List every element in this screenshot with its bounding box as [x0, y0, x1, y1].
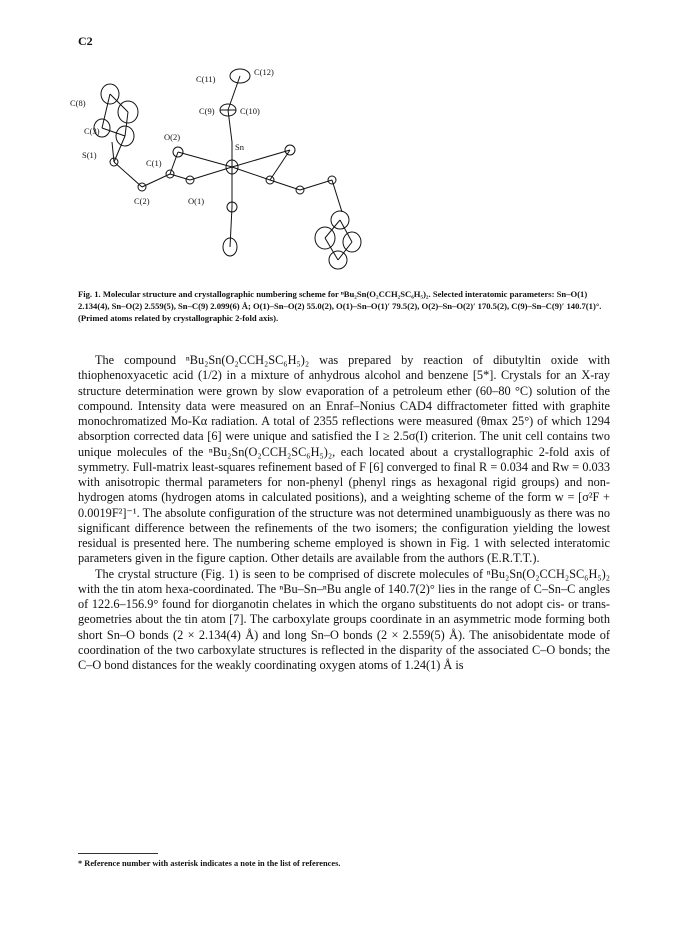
footnote: * Reference number with asterisk indicates a note in the list of references.	[78, 859, 341, 868]
paragraph-synthesis-crystallography: The compound ⁿBu₂Sn(O₂CCH₂SC₆H₅)₂ was prepared by reaction of dibutyltin oxide with thiophenoxyacetic acid (1/2) in a mixture of anhydrous alcohol and benzene [5*]. Crystals for an X-ray structure determination were grown by slow evaporation of a petroleum ether (60–80 °C) solution of the compound. Intensity data were measured on an Enraf–Nonius CAD4 diffractometer fitted with graphite monochromatized Mo-Kα radiation. A total of 2355 reflections were measured (θmax 25°) of which 1294 absorption corrected data [6] were unique and satisfied the I ≥ 2.5σ(I) criterion. The unit cell contains two unique molecules of the ⁿBu₂Sn(O₂CCH₂SC₆H₅)₂, each located about a crystallographic 2-fold axis of symmetry. Full-matrix least-squares refinement based of F [6] converged to final R = 0.034 and Rw = 0.033 with anisotropic thermal parameters for non-phenyl (phenyl rings as hexagonal rigid groups) and non-hydrogen atoms (hydrogen atoms in calculated positions), and a weighting scheme of the form w = [σ²F + 0.0019F²]⁻¹. The absolute configuration of the structure was not determined unambiguously as there was no significant difference between the refinements of the two isomers; the configuration yielding the lowest residual is presented here. The numbering scheme employed is shown in Fig. 1 with selected interatomic parameters given in the figure caption. Other details are available from the authors (E.R.T.T.).	[78, 353, 610, 566]
paragraph-structure-discussion: The crystal structure (Fig. 1) is seen to be comprised of discrete molecules of ⁿBu₂Sn(O₂CCH₂SC₆H₅)₂ with the tin atom hexa-coordinated. The ⁿBu–Sn–ⁿBu angle of 140.7(2)° lies in the range of C–Sn–C angles of 122.6–156.9° found for diorganotin chelates in which the organo substituents do not adopt cis- or trans-geometries about the tin atom [7]. The carboxylate groups coordinate in an asymmetric mode forming both short Sn–O bonds (2 × 2.134(4) Å) and long Sn–O bonds (2 × 2.559(5) Å). The anisobidentate mode of coordination of the two carboxylate structures is reflected in the disparity of the associated C–O bonds; the C–O bond distances for the weakly coordinating oxygen atoms of 1.24(1) Å is	[78, 566, 610, 672]
ortep-diagram	[70, 62, 370, 277]
atom-label-s1: S(1)	[82, 150, 97, 160]
atom-label-o2: O(2)	[164, 132, 181, 142]
atom-label-c10: C(10)	[240, 106, 260, 116]
atom-label-c12: C(12)	[254, 67, 274, 77]
footnote-divider	[78, 853, 158, 854]
atom-label-o1: O(1)	[188, 196, 205, 206]
atom-label-c2: C(2)	[134, 196, 150, 206]
atom-label-sn: Sn	[235, 142, 244, 152]
caption-formula: ⁿBu₂Sn(O₂CCH₂SC₆H₅)₂	[340, 289, 429, 299]
page-number: C2	[78, 34, 93, 48]
figure-caption	[78, 288, 610, 324]
article-body	[78, 353, 610, 673]
caption-lead: Fig. 1. Molecular structure and crystallographic numbering scheme for	[78, 289, 341, 299]
molecular-structure-figure	[70, 62, 370, 277]
atom-label-c11: C(11)	[196, 74, 216, 84]
atom-label-c9: C(9)	[199, 106, 215, 116]
caption-parameters: . Selected interatomic parameters: Sn–O(1) 2.134(4), Sn–O(2) 2.559(5), Sn–C(9) 2.099(6) Å; O(1)–Sn–O(2) 55.0(2), O(1)–Sn–O(1)′ 79.5(2), O(2)–Sn–O(2)′ 170.5(2), C(9)–Sn–C(9)′ 140.7(1)°. (Primed atoms related by crystallographic 2-fold axis).	[78, 289, 602, 323]
atom-label-c8: C(8)	[70, 98, 86, 108]
atom-label-c3: C(3)	[84, 126, 100, 136]
atom-label-c1: C(1)	[146, 158, 162, 168]
